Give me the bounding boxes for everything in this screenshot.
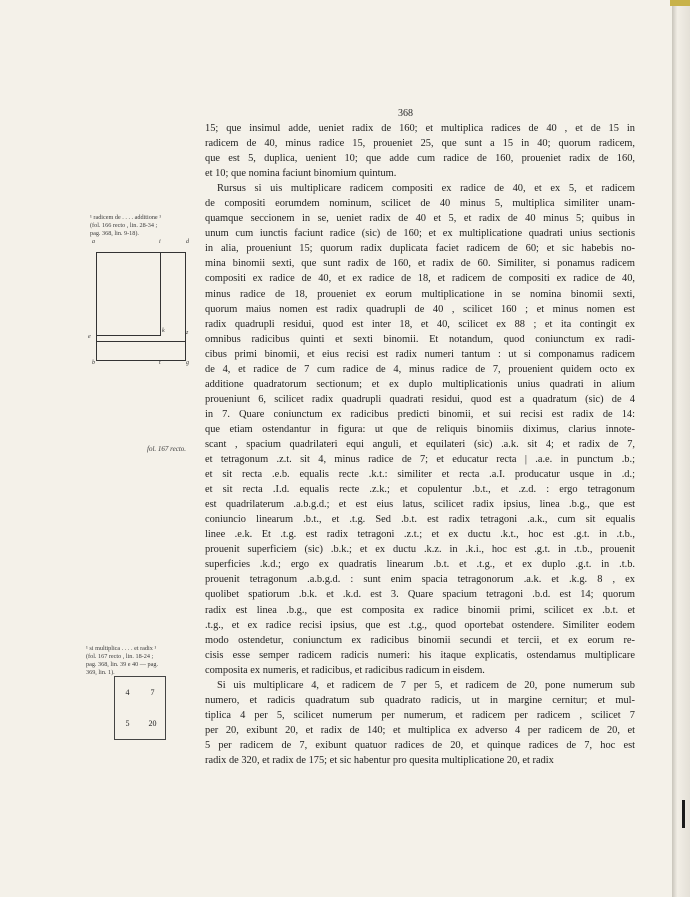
margin-table-cell: 20: [148, 719, 157, 728]
text-line: et tetragonum .z.t. sit 4, minus radice de 7; et educatur recta | .a.e. in punctum .b.;: [205, 454, 635, 466]
text-line: .t.g., et ex radice recisi ipsius, que est .t.g., quod oportebat ostendere. Similiter eodem: [205, 619, 635, 631]
text-line: radix est linea .b.g., que est composita ex radice binomii primi, scilicet ex .b.t. et: [205, 604, 635, 616]
text-line: scant , spacium quadrilateri equi anguli, et equilateri (sic) .a.k. sit 4; et radix de 7,: [205, 438, 635, 450]
text-line: de compositi eorumdem nominum, scilicet de 40 minus 5, multiplica similiter unam-: [205, 198, 635, 210]
text-line: que etiam ostendantur in figura: ut que de reliquis binomiis diximus, clarius innote-: [205, 423, 635, 435]
label-b: b: [92, 360, 95, 366]
text-line: minus radice de 18, proueniet ex eorum multiplicatione in se nomina binomii sexti,: [205, 288, 635, 300]
margin-note-1: [90, 214, 161, 238]
text-line: numero, et radicis quadratum sub quadrato radicis, ut in margine cernitur; et mul-: [205, 694, 635, 706]
text-line: modo ostendetur, coniunctum ex radicibus binomii secundi et tercii, et ex eorum re-: [205, 634, 635, 646]
page-edge-mark: [682, 800, 685, 828]
figure-bottom-strip: [96, 340, 186, 361]
text-line: additione quadratorum sectionum; et ex duplo multiplicationis unius quadrati in alium: [205, 378, 635, 390]
text-line: cibus primi binomii, et eius recisi est radix numeri tantum : ut si componamus radicem: [205, 348, 635, 360]
label-i: i: [159, 239, 161, 245]
text-line: Rursus si uis multiplicare radicem compositi ex radice de 40, et ex 5, et radicem: [217, 183, 635, 195]
page-edge: [672, 0, 690, 897]
margin-note-3-line: 369, lin. 1).: [86, 669, 115, 676]
label-z: z: [186, 330, 189, 336]
body-text: [205, 121, 635, 768]
label-a: a: [92, 239, 95, 245]
text-line: composita ex numeris, et radicibus, et radicibus radicum in eisdem.: [205, 664, 485, 676]
margin-note-2: fol. 167 recto.: [147, 445, 187, 453]
text-line: proueniunt 6, scilicet radix quadrupli quadrati residui, quod est a quadratum (sic) de 4: [205, 393, 635, 405]
text-line: quamque seccionem in se, ueniet radix de 40 et 5, et radix de 40 minus 5; quibus in: [205, 213, 635, 225]
text-line: coniuncio linearum .b.t., et .t.g. Sed .b.t. est radix tetragoni .a.k., cum sit equalis: [205, 514, 635, 526]
text-line: unum cum iunctis faciunt radice (sic) de 160; et ex multiplicatione quadrati unius sectionis: [205, 228, 635, 240]
text-line: cisis esse semper radicem radicis numeri: his itaque explicatis, ostendamus multiplicare: [205, 649, 635, 661]
page-edge-ribbon: [670, 0, 690, 6]
text-line: et 10; que nomina faciunt binomium quintum.: [205, 168, 397, 180]
text-line: est quadrilaterum .a.b.g.d.; et est eius latus, scilicet radix ipsius, linea .b.g., que est: [205, 499, 635, 511]
text-line: 5 per radicem de 7, exibunt quatuor radices de 20, et quinque radices de 7, hoc est: [205, 739, 635, 751]
margin-table-cell: 5: [125, 719, 130, 728]
text-line: tiplica 4 per 5, scilicet numerum per numerum, et radicem per radicem , scilicet 7: [205, 709, 635, 721]
text-line: superficies .k.d.; ergo ex quadratis linearum .b.t. et .t.g., et ex duplo .g.t. in .t.b.: [205, 559, 635, 571]
text-line: Si uis multiplicare 4, et radicem de 7 per 5, et radicem de 20, pone numerum sub: [217, 679, 635, 691]
margin-note-1-line: (fol. 166 recto , lin. 28-34 ;: [90, 222, 158, 229]
figure-inner-square: [96, 252, 161, 336]
text-line: per 20, exibunt 20, et radix de 140; et multiplica ex adverso 4 per radicem de 20, et: [205, 724, 635, 736]
text-line: radix quadrupli residui, quod est inter 18, et 40, scilicet ex 88 ; et ita contingit ex: [205, 318, 635, 330]
margin-table-cell: 7: [150, 688, 155, 697]
text-line: in 7. Quare coniunctum ex radicibus predicti binomii, et sui recisi est radix de 14:: [205, 408, 635, 420]
margin-table-cell: 4: [125, 688, 130, 697]
label-k: k: [162, 328, 165, 334]
text-line: radicem de 40, minus radice 15, proueniet 25, que sunt a 15 in 40; quorum radicem,: [205, 138, 635, 150]
text-line: de 4, et radice de 7 cum radice de 4, minus radice de 7, prouenient quidem octo ex: [205, 363, 635, 375]
margin-note-3-line: ¹ si multiplica . . . . et radix ¹: [86, 645, 157, 652]
text-line: que est 5, duplica, uenient 10; que adde cum radice de 160, proueniet radix de 160,: [205, 153, 635, 165]
label-d: d: [186, 239, 189, 245]
text-line: in alia, proueniunt 15; quorum radix duplicata faciet radicem de 60; et sic habebis no-: [205, 243, 635, 255]
label-g: g: [186, 360, 189, 366]
margin-note-3-line: (fol. 167 recto , lin. 18-24 ;: [86, 653, 154, 660]
text-line: mina binomii sexti, que sunt radix de 160, et radix de 60. Similiter, si ponamus radicem: [205, 258, 635, 270]
text-line: et sit recta .I.d. equalis recte .z.k.; et copulentur .b.t., et .z.d. : ergo tetragonum: [205, 484, 635, 496]
label-t: t: [159, 360, 161, 366]
text-line: et sit recta .e.b. equalis recte .k.t.: similiter et recta .a.I. producatur usque in .d.;: [205, 469, 635, 481]
text-line: prouenit tetragonum .a.b.g.d. : sunt enim spacia tetragonorum .a.k. et .k.g. 8 , ex: [205, 574, 635, 586]
text-line: quolibet spatiorum .b.k. et .k.d. est 3. Quare spacium tetragoni .b.d. est 14; quorum: [205, 589, 635, 601]
text-line: linee .e.k. Et .t.g. est radix tetragoni .z.t.; et ex ductu .k.t., hoc est .g.t. in .t.b.,: [205, 529, 635, 541]
page-number: 368: [398, 108, 413, 119]
margin-note-3: [86, 645, 158, 677]
margin-note-1-line: pag. 368, lin. 9-18).: [90, 230, 139, 237]
geometry-figure: [88, 239, 190, 366]
margin-note-1-line: ¹ radicem de . . . . additione ¹: [90, 214, 162, 221]
margin-table: [114, 676, 166, 740]
text-line: prouenit superficiem (sic) .b.k.; et ex ductu .k.z. in .k.i., hoc est .g.t. in .t.b., prouenit: [205, 544, 635, 556]
text-line: radix de 320, et radix de 175; et sic habentur pro quesita multiplicatione 20, et radix: [205, 754, 554, 766]
margin-note-3-line: pag. 368, lin. 39 e 40 — pag.: [86, 661, 159, 668]
text-line: compositi ex radice de 40, et ex radice de 18, et radicem de compositi ex radice de 40,: [205, 273, 635, 285]
text-line: omnibus radicibus quinti et sexti binomii. Et notandum, quod coniunctum ex radi-: [205, 333, 635, 345]
label-e: e: [88, 334, 91, 340]
text-line: 15; que insimul adde, ueniet radix de 160; et multiplica radices de 40 , et de 15 in: [205, 123, 635, 134]
text-line: quorum maius nomen est radix quadrupli de 40 , scilicet 160 ; et minus nomen est: [205, 303, 635, 315]
